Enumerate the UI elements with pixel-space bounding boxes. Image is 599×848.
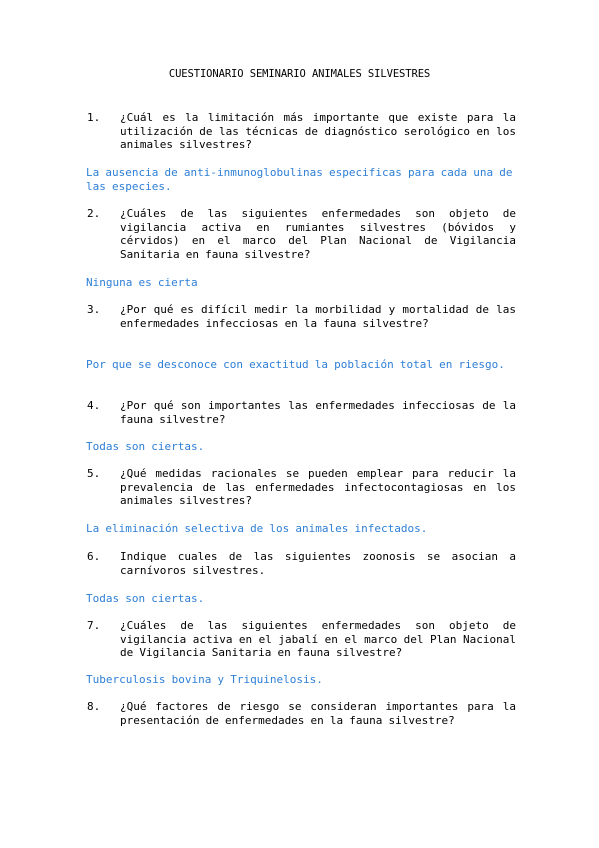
answer-text: Por que se desconoce con exactitud la población total en riesgo. xyxy=(86,358,505,371)
question-number: 7. xyxy=(87,619,101,632)
question-item xyxy=(87,467,527,508)
question-number: 3. xyxy=(87,303,101,316)
question-text: ¿Por qué es difícil medir la morbilidad y mortalidad de las enfermedades infecciosas en la fauna silvestre? xyxy=(120,303,516,330)
question-number: 4. xyxy=(87,399,101,412)
question-text: ¿Cuáles de las siguientes enfermedades son objeto de vigilancia activa en rumiantes silvestres (bóvidos y cérvidos) en el marco del Plan Nacional de Vigilancia Sanitaria en fauna silvestre? xyxy=(120,207,516,261)
answer-text: Todas son ciertas. xyxy=(86,440,205,453)
question-text: ¿Qué factores de riesgo se consideran importantes para la presentación de enfermedades en la fauna silvestre? xyxy=(120,700,516,727)
question-text: ¿Cuál es la limitación más importante que existe para la utilización de las técnicas de diagnóstico serológico en los animales silvestres? xyxy=(120,111,516,152)
question-text: Indique cuales de las siguientes zoonosis se asocian a carnívoros silvestres. xyxy=(120,550,516,577)
answer-text: Tuberculosis bovina y Triquinelosis. xyxy=(86,673,323,686)
question-number: 8. xyxy=(87,700,101,713)
question-text: ¿Cuáles de las siguientes enfermedades son objeto de vigilancia activa en el jabalí en el marco del Plan Nacional de Vigilancia Sanitaria en fauna silvestre? xyxy=(120,619,516,660)
answer-text: Ninguna es cierta xyxy=(86,276,198,289)
question-number: 6. xyxy=(87,550,101,563)
question-number: 1. xyxy=(87,111,101,124)
question-item xyxy=(87,550,527,577)
document-title: CUESTIONARIO SEMINARIO ANIMALES SILVESTRES xyxy=(168,68,431,80)
question-item xyxy=(87,207,527,261)
question-item xyxy=(87,303,527,330)
question-text: ¿Qué medidas racionales se pueden emplear para reducir la prevalencia de las enfermedades infectocontagiosas en los animales silvestres? xyxy=(120,467,516,508)
answer-text: Todas son ciertas. xyxy=(86,592,205,605)
question-text: ¿Por qué son importantes las enfermedades infecciosas de la fauna silvestre? xyxy=(120,399,516,426)
answer-text: La eliminación selectiva de los animales infectados. xyxy=(86,522,428,535)
answer-text: La ausencia de anti-inmunoglobulinas especificas para cada una de las especies. xyxy=(86,166,513,193)
question-number: 5. xyxy=(87,467,101,480)
question-item xyxy=(87,700,527,727)
question-item xyxy=(87,619,527,660)
question-number: 2. xyxy=(87,207,101,220)
question-item xyxy=(87,399,527,426)
question-item xyxy=(87,111,527,152)
